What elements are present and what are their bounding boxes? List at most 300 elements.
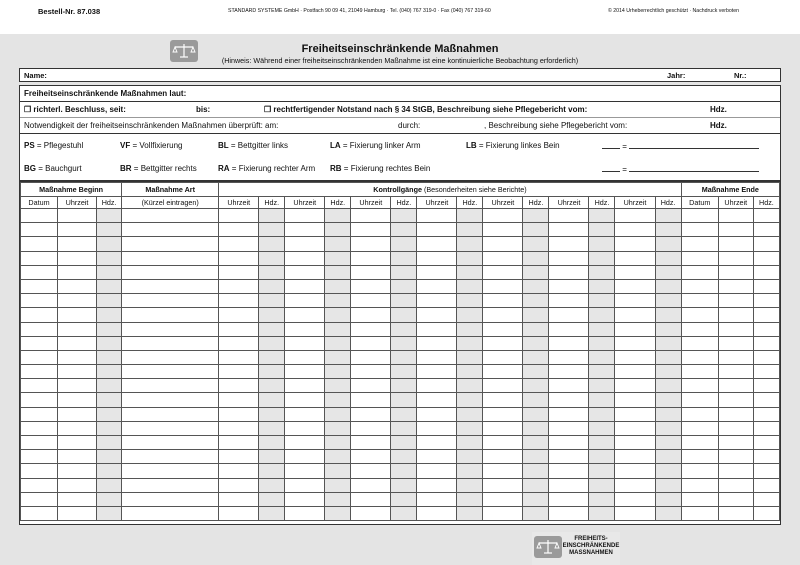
entry-cell[interactable]	[417, 379, 457, 393]
entry-cell[interactable]	[259, 421, 285, 435]
entry-cell[interactable]	[391, 492, 417, 506]
entry-cell[interactable]	[655, 322, 681, 336]
entry-cell[interactable]	[681, 379, 718, 393]
entry-cell[interactable]	[655, 450, 681, 464]
entry-cell[interactable]	[681, 336, 718, 350]
entry-cell[interactable]	[753, 336, 779, 350]
entry-cell[interactable]	[523, 237, 549, 251]
entry-cell[interactable]	[351, 350, 391, 364]
entry-cell[interactable]	[259, 350, 285, 364]
entry-cell[interactable]	[655, 223, 681, 237]
entry-cell[interactable]	[351, 279, 391, 293]
entry-cell[interactable]	[97, 336, 122, 350]
entry-cell[interactable]	[259, 492, 285, 506]
entry-cell[interactable]	[391, 393, 417, 407]
entry-cell[interactable]	[589, 450, 615, 464]
entry-cell[interactable]	[285, 492, 325, 506]
entry-cell[interactable]	[523, 365, 549, 379]
entry-cell[interactable]	[285, 209, 325, 223]
entry-cell[interactable]	[523, 421, 549, 435]
entry-cell[interactable]	[391, 294, 417, 308]
entry-cell[interactable]	[58, 350, 97, 364]
entry-cell[interactable]	[681, 393, 718, 407]
entry-cell[interactable]	[655, 336, 681, 350]
entry-cell[interactable]	[681, 365, 718, 379]
entry-cell[interactable]	[97, 506, 122, 520]
entry-cell[interactable]	[21, 308, 58, 322]
entry-cell[interactable]	[549, 279, 589, 293]
entry-cell[interactable]	[21, 464, 58, 478]
entry-cell[interactable]	[523, 450, 549, 464]
entry-cell[interactable]	[351, 322, 391, 336]
entry-cell[interactable]	[549, 450, 589, 464]
entry-cell[interactable]	[589, 336, 615, 350]
entry-cell[interactable]	[325, 279, 351, 293]
entry-cell[interactable]	[325, 436, 351, 450]
entry-cell[interactable]	[483, 237, 523, 251]
entry-cell[interactable]	[58, 365, 97, 379]
entry-cell[interactable]	[753, 308, 779, 322]
entry-cell[interactable]	[589, 436, 615, 450]
entry-cell[interactable]	[417, 251, 457, 265]
entry-cell[interactable]	[351, 308, 391, 322]
entry-cell[interactable]	[655, 350, 681, 364]
entry-cell[interactable]	[285, 436, 325, 450]
entry-cell[interactable]	[483, 350, 523, 364]
entry-cell[interactable]	[457, 492, 483, 506]
entry-cell[interactable]	[655, 436, 681, 450]
entry-cell[interactable]	[753, 407, 779, 421]
entry-cell[interactable]	[21, 407, 58, 421]
entry-cell[interactable]	[523, 279, 549, 293]
entry-cell[interactable]	[219, 336, 259, 350]
entry-cell[interactable]	[219, 308, 259, 322]
entry-cell[interactable]	[549, 407, 589, 421]
entry-cell[interactable]	[285, 450, 325, 464]
entry-cell[interactable]	[615, 279, 655, 293]
entry-cell[interactable]	[259, 464, 285, 478]
entry-cell[interactable]	[97, 379, 122, 393]
entry-cell[interactable]	[753, 294, 779, 308]
entry-cell[interactable]	[58, 209, 97, 223]
entry-cell[interactable]	[97, 421, 122, 435]
entry-cell[interactable]	[219, 393, 259, 407]
entry-cell[interactable]	[615, 421, 655, 435]
entry-cell[interactable]	[753, 237, 779, 251]
entry-cell[interactable]	[523, 209, 549, 223]
entry-cell[interactable]	[589, 209, 615, 223]
entry-cell[interactable]	[21, 237, 58, 251]
entry-cell[interactable]	[655, 421, 681, 435]
entry-cell[interactable]	[589, 379, 615, 393]
entry-cell[interactable]	[523, 478, 549, 492]
entry-cell[interactable]	[285, 237, 325, 251]
entry-cell[interactable]	[259, 379, 285, 393]
entry-cell[interactable]	[259, 308, 285, 322]
entry-cell[interactable]	[285, 393, 325, 407]
entry-cell[interactable]	[549, 294, 589, 308]
entry-cell[interactable]	[351, 294, 391, 308]
entry-cell[interactable]	[351, 237, 391, 251]
entry-cell[interactable]	[97, 365, 122, 379]
entry-cell[interactable]	[21, 251, 58, 265]
entry-cell[interactable]	[122, 492, 219, 506]
entry-cell[interactable]	[483, 393, 523, 407]
entry-cell[interactable]	[325, 379, 351, 393]
entry-cell[interactable]	[549, 436, 589, 450]
entry-cell[interactable]	[718, 209, 753, 223]
entry-cell[interactable]	[655, 407, 681, 421]
entry-cell[interactable]	[351, 407, 391, 421]
entry-cell[interactable]	[483, 492, 523, 506]
entry-cell[interactable]	[417, 464, 457, 478]
entry-cell[interactable]	[219, 251, 259, 265]
entry-cell[interactable]	[589, 223, 615, 237]
entry-cell[interactable]	[58, 421, 97, 435]
entry-cell[interactable]	[589, 322, 615, 336]
entry-cell[interactable]	[457, 365, 483, 379]
entry-cell[interactable]	[681, 450, 718, 464]
entry-cell[interactable]	[589, 393, 615, 407]
entry-cell[interactable]	[285, 506, 325, 520]
entry-cell[interactable]	[417, 223, 457, 237]
entry-cell[interactable]	[21, 421, 58, 435]
entry-cell[interactable]	[417, 450, 457, 464]
entry-cell[interactable]	[718, 223, 753, 237]
entry-cell[interactable]	[259, 265, 285, 279]
entry-cell[interactable]	[58, 223, 97, 237]
entry-cell[interactable]	[549, 478, 589, 492]
entry-cell[interactable]	[417, 407, 457, 421]
entry-cell[interactable]	[718, 308, 753, 322]
entry-cell[interactable]	[615, 492, 655, 506]
entry-cell[interactable]	[655, 478, 681, 492]
entry-cell[interactable]	[97, 478, 122, 492]
entry-cell[interactable]	[681, 492, 718, 506]
entry-cell[interactable]	[285, 279, 325, 293]
entry-cell[interactable]	[718, 365, 753, 379]
entry-cell[interactable]	[122, 209, 219, 223]
entry-cell[interactable]	[589, 464, 615, 478]
custom-code-line[interactable]: =	[602, 141, 759, 151]
entry-cell[interactable]	[58, 464, 97, 478]
entry-cell[interactable]	[122, 294, 219, 308]
entry-cell[interactable]	[549, 492, 589, 506]
entry-cell[interactable]	[391, 279, 417, 293]
entry-cell[interactable]	[681, 464, 718, 478]
entry-cell[interactable]	[285, 223, 325, 237]
entry-cell[interactable]	[122, 506, 219, 520]
entry-cell[interactable]	[549, 393, 589, 407]
entry-cell[interactable]	[21, 379, 58, 393]
entry-cell[interactable]	[259, 393, 285, 407]
entry-cell[interactable]	[325, 506, 351, 520]
entry-cell[interactable]	[655, 237, 681, 251]
entry-cell[interactable]	[589, 265, 615, 279]
entry-cell[interactable]	[589, 279, 615, 293]
entry-cell[interactable]	[718, 421, 753, 435]
entry-cell[interactable]	[615, 336, 655, 350]
entry-cell[interactable]	[457, 308, 483, 322]
entry-cell[interactable]	[21, 506, 58, 520]
entry-cell[interactable]	[523, 407, 549, 421]
entry-cell[interactable]	[483, 336, 523, 350]
entry-cell[interactable]	[718, 265, 753, 279]
entry-cell[interactable]	[122, 350, 219, 364]
entry-cell[interactable]	[549, 265, 589, 279]
entry-cell[interactable]	[97, 209, 122, 223]
entry-cell[interactable]	[483, 322, 523, 336]
entry-cell[interactable]	[325, 407, 351, 421]
entry-cell[interactable]	[483, 421, 523, 435]
entry-cell[interactable]	[417, 436, 457, 450]
entry-cell[interactable]	[259, 407, 285, 421]
entry-cell[interactable]	[615, 294, 655, 308]
entry-cell[interactable]	[523, 308, 549, 322]
entry-cell[interactable]	[549, 223, 589, 237]
entry-cell[interactable]	[681, 294, 718, 308]
entry-cell[interactable]	[391, 450, 417, 464]
entry-cell[interactable]	[391, 407, 417, 421]
entry-cell[interactable]	[259, 223, 285, 237]
entry-cell[interactable]	[417, 209, 457, 223]
entry-cell[interactable]	[391, 350, 417, 364]
entry-cell[interactable]	[718, 322, 753, 336]
entry-cell[interactable]	[753, 492, 779, 506]
entry-cell[interactable]	[122, 265, 219, 279]
entry-cell[interactable]	[655, 251, 681, 265]
entry-cell[interactable]	[285, 379, 325, 393]
entry-cell[interactable]	[718, 450, 753, 464]
entry-cell[interactable]	[325, 336, 351, 350]
entry-cell[interactable]	[681, 237, 718, 251]
entry-cell[interactable]	[21, 322, 58, 336]
court-order-checkbox[interactable]: ❐ richterl. Beschluss, seit:	[24, 105, 126, 114]
entry-cell[interactable]	[549, 322, 589, 336]
entry-cell[interactable]	[325, 450, 351, 464]
entry-cell[interactable]	[97, 407, 122, 421]
entry-cell[interactable]	[523, 336, 549, 350]
entry-cell[interactable]	[681, 265, 718, 279]
entry-cell[interactable]	[718, 464, 753, 478]
entry-cell[interactable]	[122, 450, 219, 464]
entry-cell[interactable]	[391, 336, 417, 350]
entry-cell[interactable]	[285, 421, 325, 435]
entry-cell[interactable]	[122, 407, 219, 421]
entry-cell[interactable]	[325, 251, 351, 265]
entry-cell[interactable]	[97, 492, 122, 506]
entry-cell[interactable]	[122, 421, 219, 435]
entry-cell[interactable]	[219, 506, 259, 520]
entry-cell[interactable]	[351, 421, 391, 435]
entry-cell[interactable]	[483, 379, 523, 393]
entry-cell[interactable]	[655, 209, 681, 223]
entry-cell[interactable]	[615, 223, 655, 237]
entry-cell[interactable]	[753, 365, 779, 379]
entry-cell[interactable]	[417, 322, 457, 336]
entry-cell[interactable]	[285, 251, 325, 265]
entry-cell[interactable]	[97, 279, 122, 293]
entry-cell[interactable]	[615, 265, 655, 279]
entry-cell[interactable]	[457, 393, 483, 407]
entry-cell[interactable]	[615, 308, 655, 322]
entry-cell[interactable]	[615, 450, 655, 464]
entry-cell[interactable]	[285, 350, 325, 364]
entry-cell[interactable]	[21, 279, 58, 293]
entry-cell[interactable]	[589, 506, 615, 520]
entry-cell[interactable]	[718, 350, 753, 364]
entry-cell[interactable]	[21, 450, 58, 464]
entry-cell[interactable]	[615, 379, 655, 393]
entry-cell[interactable]	[97, 322, 122, 336]
entry-cell[interactable]	[351, 492, 391, 506]
entry-cell[interactable]	[325, 265, 351, 279]
entry-cell[interactable]	[457, 478, 483, 492]
entry-cell[interactable]	[21, 492, 58, 506]
entry-cell[interactable]	[259, 294, 285, 308]
entry-cell[interactable]	[615, 237, 655, 251]
entry-cell[interactable]	[351, 209, 391, 223]
entry-cell[interactable]	[219, 237, 259, 251]
entry-cell[interactable]	[351, 506, 391, 520]
entry-cell[interactable]	[718, 506, 753, 520]
entry-cell[interactable]	[58, 506, 97, 520]
entry-cell[interactable]	[58, 379, 97, 393]
entry-cell[interactable]	[97, 436, 122, 450]
entry-cell[interactable]	[483, 506, 523, 520]
entry-cell[interactable]	[417, 492, 457, 506]
entry-cell[interactable]	[523, 506, 549, 520]
entry-cell[interactable]	[97, 464, 122, 478]
entry-cell[interactable]	[417, 308, 457, 322]
entry-cell[interactable]	[325, 209, 351, 223]
entry-cell[interactable]	[718, 237, 753, 251]
entry-cell[interactable]	[718, 336, 753, 350]
entry-cell[interactable]	[417, 336, 457, 350]
emergency-checkbox[interactable]: ❐ rechtfertigender Notstand nach § 34 StGB, Beschreibung siehe Pflegebericht vom:	[264, 105, 588, 114]
entry-cell[interactable]	[259, 506, 285, 520]
entry-cell[interactable]	[391, 464, 417, 478]
entry-cell[interactable]	[681, 478, 718, 492]
entry-cell[interactable]	[549, 251, 589, 265]
entry-cell[interactable]	[483, 294, 523, 308]
entry-cell[interactable]	[122, 478, 219, 492]
entry-cell[interactable]	[21, 350, 58, 364]
entry-cell[interactable]	[259, 209, 285, 223]
entry-cell[interactable]	[753, 506, 779, 520]
entry-cell[interactable]	[417, 506, 457, 520]
entry-cell[interactable]	[285, 294, 325, 308]
entry-cell[interactable]	[457, 265, 483, 279]
entry-cell[interactable]	[58, 450, 97, 464]
entry-cell[interactable]	[655, 492, 681, 506]
entry-cell[interactable]	[122, 365, 219, 379]
entry-cell[interactable]	[681, 251, 718, 265]
entry-cell[interactable]	[549, 421, 589, 435]
entry-cell[interactable]	[219, 265, 259, 279]
entry-cell[interactable]	[219, 379, 259, 393]
entry-cell[interactable]	[259, 450, 285, 464]
entry-cell[interactable]	[97, 251, 122, 265]
entry-cell[interactable]	[457, 379, 483, 393]
entry-cell[interactable]	[351, 365, 391, 379]
entry-cell[interactable]	[655, 294, 681, 308]
entry-cell[interactable]	[219, 421, 259, 435]
entry-cell[interactable]	[457, 237, 483, 251]
entry-cell[interactable]	[681, 223, 718, 237]
entry-cell[interactable]	[219, 450, 259, 464]
entry-cell[interactable]	[351, 393, 391, 407]
entry-cell[interactable]	[21, 365, 58, 379]
entry-cell[interactable]	[457, 506, 483, 520]
entry-cell[interactable]	[97, 223, 122, 237]
entry-cell[interactable]	[549, 379, 589, 393]
entry-cell[interactable]	[615, 436, 655, 450]
entry-cell[interactable]	[417, 237, 457, 251]
entry-cell[interactable]	[351, 436, 391, 450]
entry-cell[interactable]	[351, 450, 391, 464]
entry-cell[interactable]	[615, 350, 655, 364]
entry-cell[interactable]	[483, 223, 523, 237]
entry-cell[interactable]	[681, 421, 718, 435]
entry-cell[interactable]	[681, 308, 718, 322]
entry-cell[interactable]	[417, 350, 457, 364]
entry-cell[interactable]	[549, 365, 589, 379]
entry-cell[interactable]	[58, 251, 97, 265]
entry-cell[interactable]	[391, 379, 417, 393]
entry-cell[interactable]	[285, 365, 325, 379]
entry-cell[interactable]	[325, 393, 351, 407]
entry-cell[interactable]	[718, 407, 753, 421]
entry-cell[interactable]	[589, 237, 615, 251]
entry-cell[interactable]	[718, 393, 753, 407]
entry-cell[interactable]	[457, 294, 483, 308]
entry-cell[interactable]	[351, 464, 391, 478]
entry-cell[interactable]	[589, 365, 615, 379]
entry-cell[interactable]	[615, 322, 655, 336]
entry-cell[interactable]	[753, 223, 779, 237]
entry-cell[interactable]	[219, 407, 259, 421]
entry-cell[interactable]	[58, 336, 97, 350]
entry-cell[interactable]	[21, 436, 58, 450]
entry-cell[interactable]	[97, 350, 122, 364]
entry-cell[interactable]	[681, 506, 718, 520]
entry-cell[interactable]	[58, 294, 97, 308]
entry-cell[interactable]	[523, 379, 549, 393]
entry-cell[interactable]	[655, 393, 681, 407]
entry-cell[interactable]	[615, 464, 655, 478]
entry-cell[interactable]	[457, 407, 483, 421]
entry-cell[interactable]	[753, 322, 779, 336]
entry-cell[interactable]	[351, 478, 391, 492]
entry-cell[interactable]	[219, 365, 259, 379]
entry-cell[interactable]	[523, 251, 549, 265]
entry-cell[interactable]	[523, 436, 549, 450]
entry-cell[interactable]	[483, 365, 523, 379]
entry-cell[interactable]	[325, 322, 351, 336]
entry-cell[interactable]	[549, 237, 589, 251]
entry-cell[interactable]	[391, 478, 417, 492]
entry-cell[interactable]	[417, 265, 457, 279]
entry-cell[interactable]	[219, 322, 259, 336]
entry-cell[interactable]	[655, 506, 681, 520]
entry-cell[interactable]	[655, 464, 681, 478]
entry-cell[interactable]	[753, 265, 779, 279]
entry-cell[interactable]	[219, 279, 259, 293]
entry-cell[interactable]	[351, 251, 391, 265]
entry-cell[interactable]	[655, 308, 681, 322]
entry-cell[interactable]	[391, 506, 417, 520]
